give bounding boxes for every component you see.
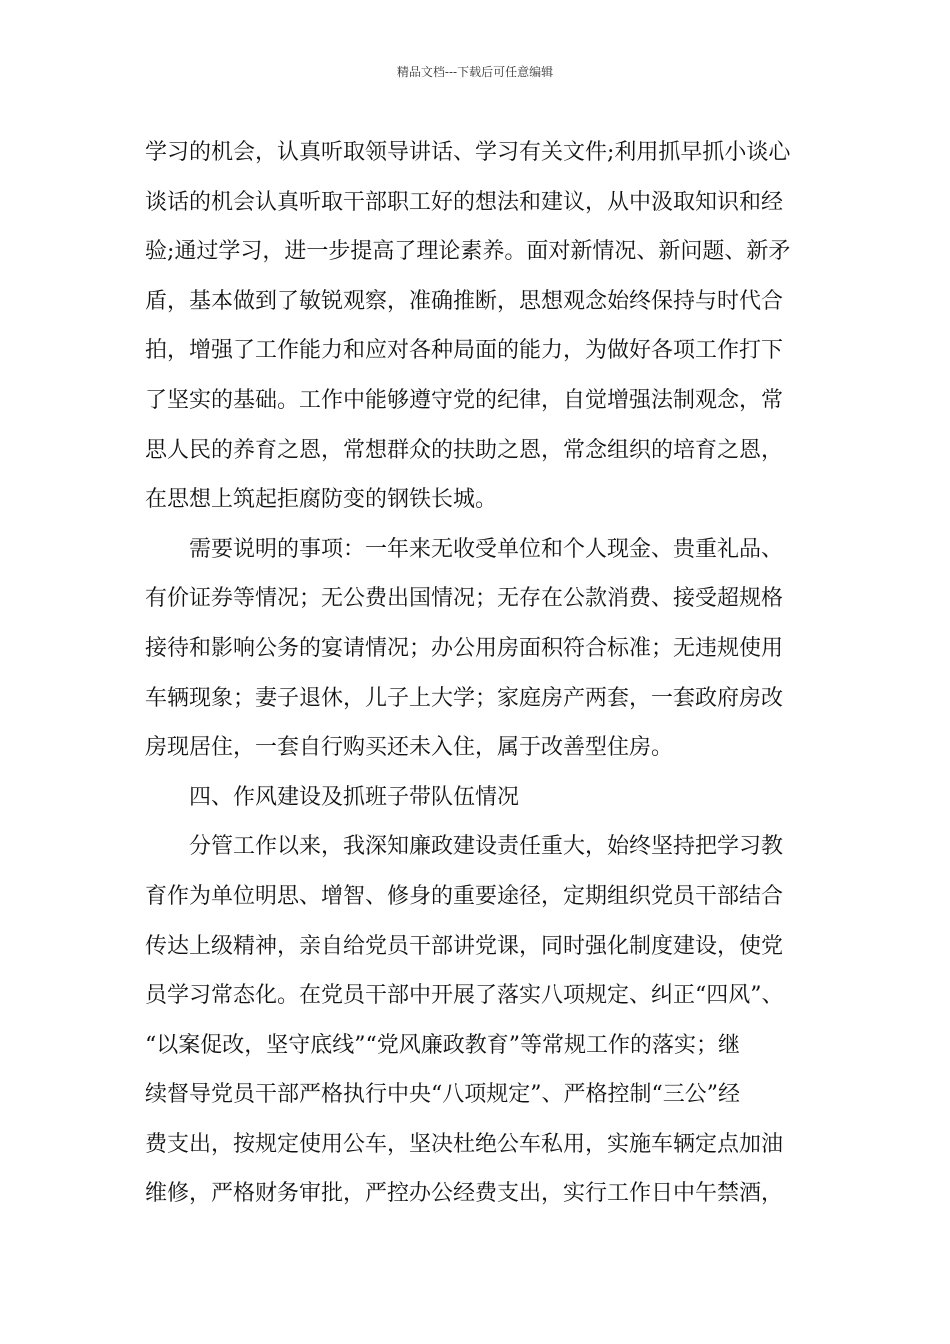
text-line: 四、作风建设及抓班子带队伍情况 <box>189 784 520 810</box>
text-line: 传达上级精神，亲自给党员干部讲党课，同时强化制度建设，使党 <box>145 933 784 959</box>
text-line: 谈话的机会认真听取干部职工好的想法和建议，从中汲取知识和经 <box>145 189 784 215</box>
text-line: 育作为单位明思、增智、修身的重要途径，定期组织党员干部结合 <box>145 883 784 909</box>
text-line: 有价证券等情况；无公费出国情况；无存在公款消费、接受超规格 <box>145 586 784 612</box>
text-line: 接待和影响公务的宴请情况；办公用房面积符合标准；无违规使用 <box>145 635 784 661</box>
text-line: 思人民的养育之恩，常想群众的扶助之恩，常念组织的培育之恩， <box>145 437 784 463</box>
text-line: 学习的机会，认真听取领导讲话、学习有关文件;利用抓早抓小谈心 <box>145 140 791 165</box>
text-line: 拍，增强了工作能力和应对各种局面的能力，为做好各项工作打下 <box>145 338 784 364</box>
page-header: 精品文档---下载后可任意编辑 <box>396 65 554 79</box>
text-line: 盾，基本做到了敏锐观察，准确推断，思想观念始终保持与时代合 <box>145 288 784 314</box>
text-line: 在思想上筑起拒腐防变的钢铁长城。 <box>145 487 498 513</box>
text-line: 维修，严格财务审批，严控办公经费支出，实行工作日中午禁酒， <box>145 1181 784 1207</box>
text-line: 分管工作以来，我深知廉政建设责任重大，始终坚持把学习教 <box>189 834 784 860</box>
text-line: 续督导党员干部严格执行中央“八项规定”、严格控制“三公”经 <box>145 1082 740 1108</box>
text-line: 了坚实的基础。工作中能够遵守党的纪律，自觉增强法制观念，常 <box>145 387 784 413</box>
text-line: “以案促改，坚守底线”“党风廉政教育”等常规工作的落实；继 <box>145 1032 740 1058</box>
text-line: 需要说明的事项：一年来无收受单位和个人现金、贵重礼品、 <box>189 536 784 562</box>
document-body <box>145 128 825 1219</box>
text-line: 验;通过学习，进一步提高了理论素养。面对新情况、新问题、新矛 <box>145 239 791 265</box>
text-line: 费支出，按规定使用公车，坚决杜绝公车私用，实施车辆定点加油 <box>145 1131 784 1157</box>
text-line: 员学习常态化。在党员干部中开展了落实八项规定、纠正“四风”、 <box>145 983 784 1009</box>
text-line: 房现居住，一套自行购买还未入住，属于改善型住房。 <box>145 735 674 761</box>
text-line: 车辆现象；妻子退休，儿子上大学；家庭房产两套，一套政府房改 <box>145 685 784 711</box>
